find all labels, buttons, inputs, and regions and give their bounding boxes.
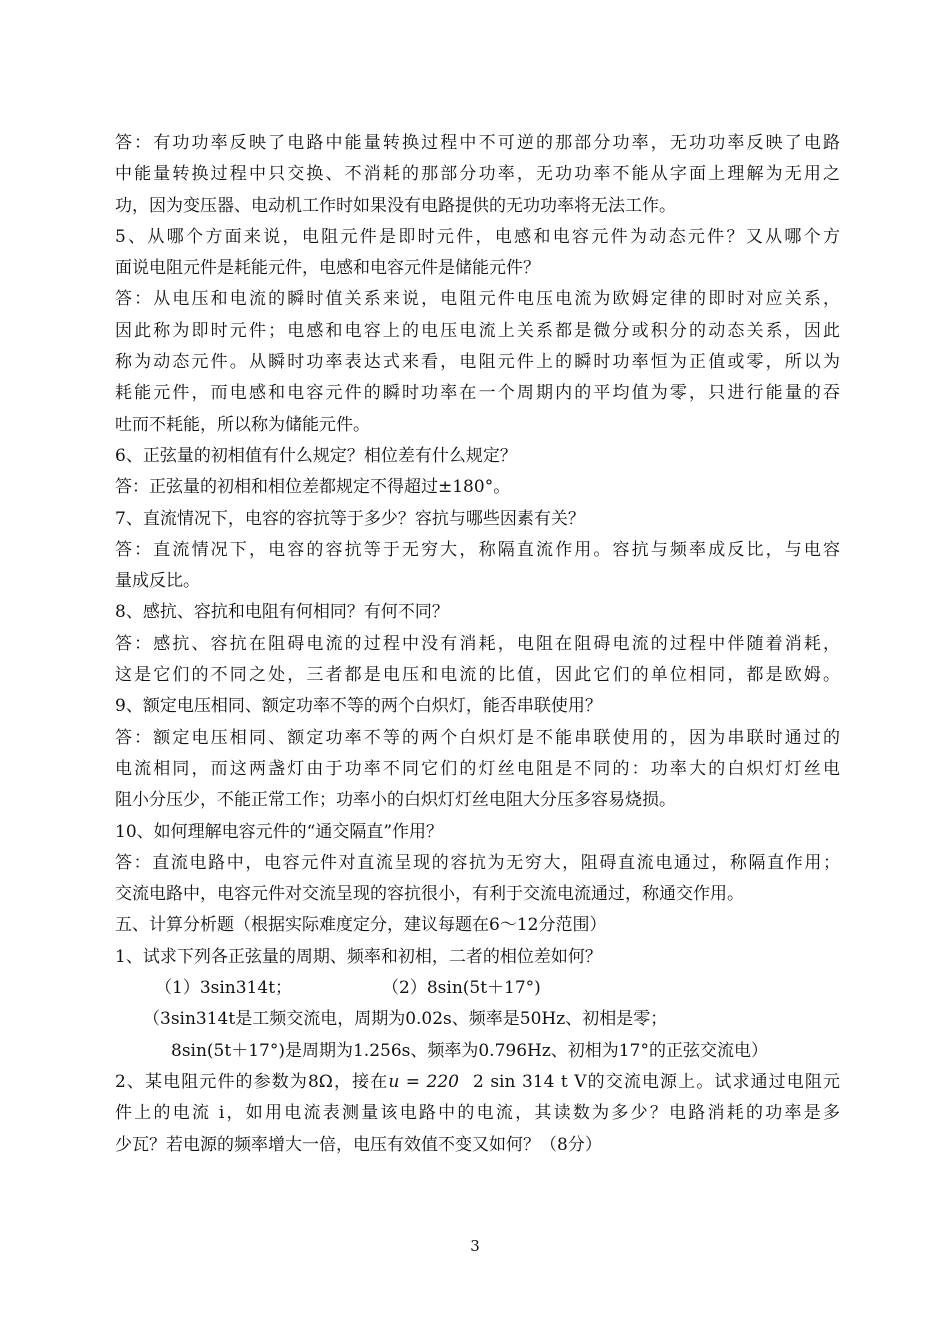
text-line: 五、计算分析题（根据实际难度定分，建议每题在6～12分范围） xyxy=(115,915,607,936)
text-line: 这是它们的不同之处，三者都是电压和电流的比值，因此它们的单位相同，都是欧姆。 xyxy=(115,665,840,686)
text-line: 交流电路中，电容元件对交流呈现的容抗很小，有利于交流电流通过，称通交作用。 xyxy=(115,884,744,905)
text-line: 因此称为即时元件；电感和电容上的电压电流上关系都是微分或积分的动态关系，因此 xyxy=(115,320,840,341)
text-line: 答：正弦量的初相和相位差都规定不得超过±180°。 xyxy=(115,477,511,498)
text-line: 答：从电压和电流的瞬时值关系来说，电阻元件电压电流为欧姆定律的即时对应关系， xyxy=(115,289,840,310)
text-line: 10、如何理解电容元件的“通交隔直”作用？ xyxy=(115,821,444,842)
text-line: 5、从哪个方面来说，电阻元件是即时元件，电感和电容元件为动态元件？又从哪个方 xyxy=(115,226,840,247)
text-line: 量成反比。 xyxy=(115,571,200,592)
text-line: 面说电阻元件是耗能元件，电感和电容元件是储能元件？ xyxy=(115,258,540,279)
page-number: 3 xyxy=(470,1237,480,1255)
formula-answer-line-1: （3sin314t是工频交流电，周期为0.02s、频率是50Hz、初相是零； xyxy=(143,1009,668,1030)
text-line: 7、直流情况下，电容的容抗等于多少？容抗与哪些因素有关？ xyxy=(115,508,585,529)
text-line: 耗能元件，而电感和电容元件的瞬时功率在一个周期内的平均值为零，只进行能量的吞 xyxy=(115,383,840,404)
formula-item-1: （1）3sin314t； xyxy=(155,978,293,999)
text-line: 电流相同，而这两盏灯由于功率不同它们的灯丝电阻是不同的：功率大的白炽灯灯丝电 xyxy=(115,758,840,779)
text-line: 阻小分压少，不能正常工作；功率小的白炽灯灯丝电阻大分压多容易烧损。 xyxy=(115,790,676,811)
text-line: 6、正弦量的初相值有什么规定？相位差有什么规定？ xyxy=(115,445,517,466)
question-2-text-b: 2 sin 314 t V的交流电源上。试求通过电阻元 xyxy=(473,1071,841,1092)
question-2-text-a: 2、某电阻元件的参数为8Ω，接在 xyxy=(115,1071,389,1092)
text-line: 答：额定电压相同、额定功率不等的两个白炽灯是不能串联使用的，因为串联时通过的 xyxy=(115,727,840,748)
text-line: 答：有功功率反映了电路中能量转换过程中不可逆的那部分功率，无功功率反映了电路 xyxy=(115,133,840,153)
text-lines xyxy=(115,128,840,973)
question-2-line-3: 少瓦？若电源的频率增大一倍，电压有效值不变又如何？（8分） xyxy=(115,1134,602,1155)
text-line: 中能量转换过程中只交换、不消耗的那部分功率，无功功率不能从字面上理解为无用之 xyxy=(115,164,840,185)
formula-item-2: （2）8sin(5t＋17°) xyxy=(382,978,541,999)
text-line: 称为动态元件。从瞬时功率表达式来看，电阻元件上的瞬时功率恒为正值或零，所以为 xyxy=(115,352,840,373)
text-line: 答：直流电路中，电容元件对直流呈现的容抗为无穷大，阻碍直流电通过，称隔直作用； xyxy=(115,852,840,873)
formula-items-line xyxy=(115,973,840,1004)
text-line: 1、试求下列各正弦量的周期、频率和初相，二者的相位差如何？ xyxy=(115,946,602,967)
document-body xyxy=(115,128,840,1161)
text-line: 功，因为变压器、电动机工作时如果没有电路提供的无功功率将无法工作。 xyxy=(115,195,676,216)
text-line: 8、感抗、容抗和电阻有何相同？有何不同？ xyxy=(115,602,449,623)
text-line: 答：感抗、容抗在阻碍电流的过程中没有消耗，电阻在阻碍电流的过程中伴随着消耗， xyxy=(115,633,840,654)
question-2-line-2: 件上的电流 i，如用电流表测量该电路中的电流，其读数为多少？电路消耗的功率是多 xyxy=(115,1103,840,1124)
text-line: 答：直流情况下，电容的容抗等于无穷大，称隔直流作用。容抗与频率成反比，与电容 xyxy=(115,539,840,560)
question-2-line-1 xyxy=(115,1067,840,1098)
text-line: 吐而不耗能，所以称为储能元件。 xyxy=(115,414,370,435)
formula-answer-line-2: 8sin(5t＋17°)是周期为1.256s、频率为0.796Hz、初相为17°的正弦交流电） xyxy=(171,1040,768,1061)
text-line: 9、额定电压相同、额定功率不等的两个白炽灯，能否串联使用？ xyxy=(115,696,602,717)
question-2-equation: u = 220 xyxy=(388,1071,459,1092)
